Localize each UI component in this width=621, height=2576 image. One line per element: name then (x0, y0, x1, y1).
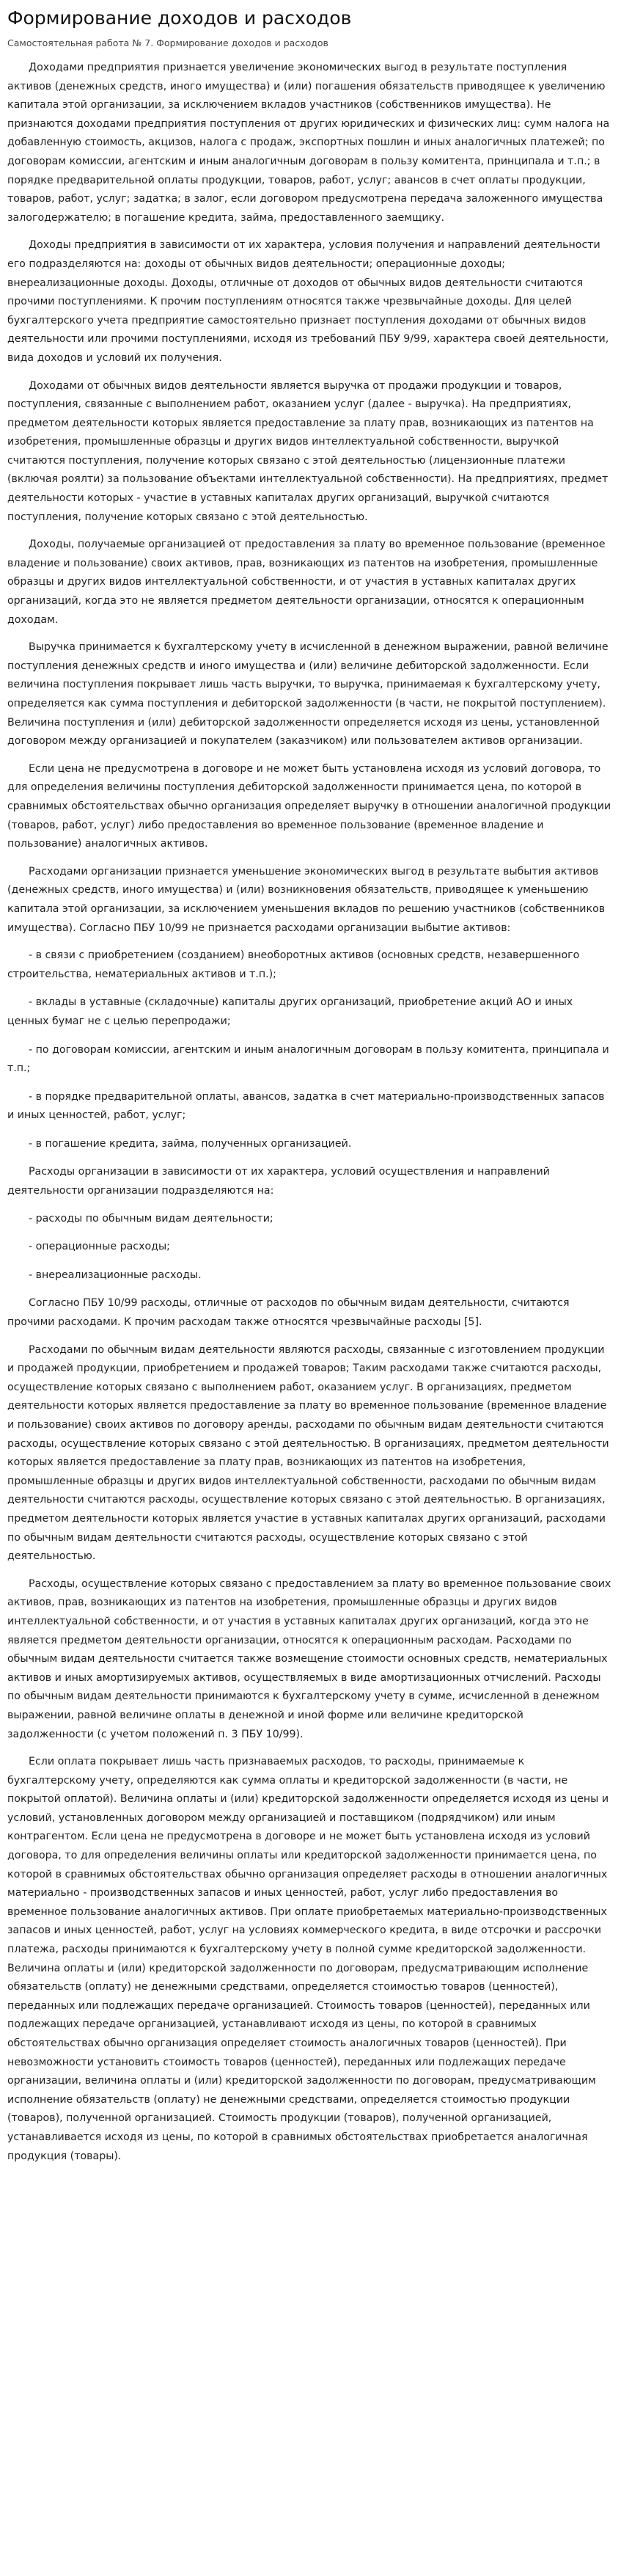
paragraph: Расходами по обычным видам деятельности являются расходы, связанные с изготовлением продукции и продажей продукции, приобретением и продажей товаров; Таким расходами также считаются расходы, осуществление которых связано с выполнением работ, оказанием услуг. В организациях, предметом деятельности которых является предоставление за плату во временное пользование (временное владение и пользование) своих активов по договору аренды, расходами по обычным видам деятельности считаются расходы, осуществление которых связано с этой деятельностью. В организациях, предметом деятельности которых является предоставление за плату прав, возникающих из патентов на изобретения, промышленные образцы и других видов интеллектуальной собственности, расходами по обычным видам деятельности считаются расходы, осуществление которых связано с этой деятельностью. В организациях, предметом деятельности которых является участие в уставных капиталах других организаций, расходами по обычным видам деятельности считаются расходы, осуществление которых связано с этой деятельностью. (7, 1343, 609, 1563)
document-body (7, 59, 612, 2166)
paragraph: Выручка принимается к бухгалтерскому учету в исчисленной в денежном выражении, равной величине поступления денежных средств и иного имущества и (или) величине дебиторской задолженности. Если величина поступления покрывает лишь часть выручки, то выручка, принимаемая к бухгалтерскому учету, определяется как сумма поступления и дебиторской задолженности (в части, не покрытой поступлением). Величина поступления и (или) дебиторской задолженности определяется исходя из цены, установленной договором между организацией и покупателем (заказчиком) или пользователем активов организации. (7, 641, 609, 748)
paragraph: Доходы, получаемые организацией от предоставления за плату во временное пользование (временное владение и пользование) своих активов, прав, возникающих из патентов на изобретения, промышленные образцы и других видов интеллектуальной собственности, и от участия в уставных капиталах других организаций, когда это не является предметом деятельности организации, относятся к операционным доходам. (7, 539, 606, 626)
paragraph: Если оплата покрывает лишь часть признаваемых расходов, то расходы, принимаемые к бухгалтерскому учету, определяются как сумма оплаты и кредиторской задолженности (в части, не покрытой оплатой). Величина оплаты и (или) кредиторской задолженности определяется исходя из цены и условий, установленных договором между организацией и поставщиком (подрядчиком) или иным контрагентом. Если цена не предусмотрена в договоре и не может быть установлена исходя из условий договора, то для определения величины оплаты или кредиторской задолженности принимается цена, по которой в сравнимых обстоятельствах обычно организация определяет расходы в отношении аналогичных материально - производственных запасов и иных ценностей, работ, услуг либо предоставления во временное пользование аналогичных активов. При оплате приобретаемых материально-производственных запасов и иных ценностей, работ, услуг на условиях коммерческого кредита, в виде отсрочки и рассрочки платежа, расходы принимаются к бухгалтерскому учету в полной сумме кредиторской задолженности. Величина оплаты и (или) кредиторской задолженности по договорам, предусматривающим исполнение обязательств (оплату) не денежными средствами, определяется стоимостью товаров (ценностей), переданных или подлежащих передаче организацией. Стоимость товаров (ценностей), переданных или подлежащих передаче организацией, устанавливают исходя из цены, по которой в сравнимых обстоятельствах обычно организация определяет стоимость аналогичных товаров (ценностей). При невозможности установить стоимость товаров (ценностей), переданных или подлежащих передаче организации, величина оплаты и (или) кредиторской задолженности по договорам, предусматривающим исполнение обязательств (оплату) не денежными средствами, определяется стоимостью продукции (товаров), полученной организацией. Стоимость продукции (товаров), полученной организацией, устанавливается исходя из цены, по которой в сравнимых обстоятельствах приобретается аналогичная продукция (товары). (7, 1756, 609, 2162)
list-item: - операционные расходы; (29, 1241, 170, 1253)
paragraph: Доходами предприятия признается увеличение экономических выгод в результате поступления активов (денежных средств, иного имущества) и (или) погашения обязательств приводящее к увеличению капитала этой организации, за исключением вкладов участников (собственников имущества). Не признаются доходами предприятия поступления от других юридических и физических лиц: сумм налога на добавленную стоимость, акцизов, налога с продаж, экспортных пошлин и иных аналогичных платежей; по договорам комиссии, агентским и иным аналогичным договорам в пользу комитента, принципала и т.п.; в порядке предварительной оплаты продукции, товаров, работ, услуг; авансов в счет оплаты продукции, товаров, работ, услуг; задатка; в залог, если договором предусмотрена передача заложенного имущества залогодержателю; в погашение кредита, займа, предоставленного заемщику. (7, 62, 610, 224)
list-item: - в порядке предварительной оплаты, авансов, задатка в счет материально-производственных запасов и иных ценностей, работ, услуг; (7, 1090, 605, 1122)
list-item: - расходы по обычным видам деятельности; (29, 1212, 273, 1225)
page-subtitle: Самостоятельная работа № 7. Формирование доходов и расходов (7, 37, 328, 48)
list-item: - по договорам комиссии, агентским и иным аналогичным договорам в пользу комитента, принципала и т.п.; (7, 1043, 609, 1075)
list-item: - в погашение кредита, займа, полученных организацией. (29, 1137, 352, 1150)
list-item: - внереализационные расходы. (29, 1269, 202, 1281)
paragraph: Расходами организации признается уменьшение экономических выгод в результате выбытия активов (денежных средств, иного имущества) и (или) возникновения обязательств, приводящее к уменьшению капитала этой организации, за исключением уменьшения вкладов по решению участников (собственников имущества). Согласно ПБУ 10/99 не признается расходами организации выбытие активов: (7, 865, 606, 934)
paragraph: Согласно ПБУ 10/99 расходы, отличные от расходов по обычным видам деятельности, считаются прочими расходами. К прочим расходам также относятся чрезвычайные расходы [5]. (7, 1297, 570, 1329)
paragraph: Расходы, осуществление которых связано с предоставлением за плату во временное пользование своих активов, прав, возникающих из патентов на изобретения, промышленные образцы и других видов интеллектуальной собственности, и от участия в уставных капиталах других организаций, когда это не является предметом деятельности организации, относятся к операционным расходам. Расходами по обычным видам деятельности считается также возмещение стоимости основных средств, нематериальных активов и иных амортизируемых активов, осуществляемых в виде амортизационных отчислений. Расходы по обычным видам деятельности принимаются к бухгалтерскому учету в сумме, исчисленной в денежном выражении, равной величине оплаты в денежной и иной форме или величине кредиторской задолженности (с учетом положений п. 3 ПБУ 10/99). (7, 1577, 611, 1740)
list-item: - вклады в уставные (складочные) капиталы других организаций, приобретение акций АО и иных ценных бумаг не с целью перепродажи; (7, 996, 573, 1027)
paragraph: Доходы предприятия в зависимости от их характера, условия получения и направлений деятельности его подразделяются на: доходы от обычных видов деятельности; операционные доходы; внереализационные доходы. Доходы, отличные от доходов от обычных видов деятельности считаются прочими поступлениями. К прочим поступлениям относятся также чрезвычайные доходы. Для целей бухгалтерского учета предприятие самостоятельно признает поступления доходами от обычных видов деятельности или прочими поступлениями, исходя из требований ПБУ 9/99, характера своей деятельности, вида доходов и условий их получения. (7, 239, 609, 364)
paragraph: Если цена не предусмотрена в договоре и не может быть установлена исходя из условий договора, то для определения величины поступления дебиторской задолженности принимается цена, по которой в сравнимых обстоятельствах обычно организация определяет выручку в отношении аналогичной продукции (товаров, работ, услуг) либо предоставления во временное пользование (временное владение и пользование) аналогичных активов. (7, 762, 611, 850)
paragraph: Доходами от обычных видов деятельности является выручка от продажи продукции и товаров, поступления, связанные с выполнением работ, оказанием услуг (далее - выручка). На предприятиях, предметом деятельности которых является предоставление за плату прав, возникающих из патентов на изобретения, промышленные образцы и других видов интеллектуальной собственности, выручкой считаются поступления, получение которых связано с этой деятельностью (лицензионные платежи (включая роялти) за пользование объектами интеллектуальной собственности). На предприятиях, предмет деятельности которых - участие в уставных капиталах других организаций, выручкой считаются поступления, получение которых связано с этой деятельностью. (7, 379, 609, 523)
paragraph: Расходы организации в зависимости от их характера, условий осуществления и направлений деятельности организации подразделяются на: (7, 1166, 550, 1197)
page-title: Формирование доходов и расходов (7, 7, 352, 29)
list-item: - в связи с приобретением (созданием) внеоборотных активов (основных средств, незавершенного строительства, нематериальных активов и т.п.); (7, 949, 580, 980)
